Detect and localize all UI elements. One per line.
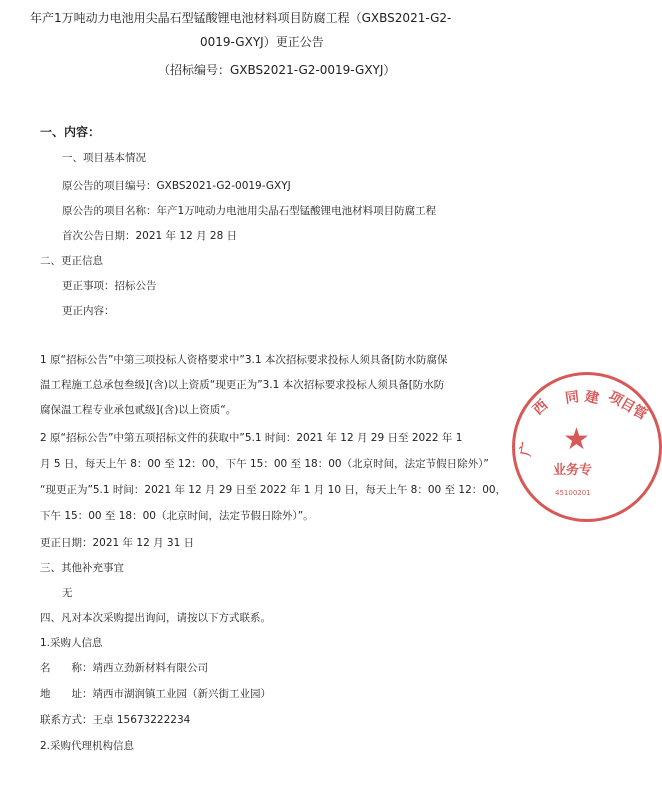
purchaser-address-label: 地 址： — [40, 688, 93, 700]
correction-paragraph-2-line-2: 月 5 日，每天上午 8：00 至 12：00，下午 15：00 至 18：00（北京时间，法定节假日除外）” — [40, 458, 489, 470]
purchaser-address-row — [40, 686, 271, 702]
subheading-contact: 四、凡对本次采购提出询问，请按以下方式联系。 — [40, 612, 271, 624]
purchaser-name-value: 靖西立劲新材料有限公司 — [92, 662, 208, 674]
purchaser-info-heading: 1.采购人信息 — [40, 637, 103, 649]
seal-char-4: 建 — [583, 388, 601, 408]
subheading-other-matters: 三、其他补充事宜 — [40, 562, 124, 574]
seal-char-1: 广 — [517, 440, 537, 458]
correction-paragraph-1-line-2: 温工程施工总承包叁级](含)以上资质“现更正为”3.1 本次招标要求投标人须具备[防水防 — [40, 379, 445, 391]
purchaser-contact: 联系方式：王卓 15673222234 — [40, 714, 191, 726]
seal-top-text: 项目管 — [605, 388, 650, 424]
seal-char-3: 同 — [564, 389, 581, 407]
correction-paragraph-2-line-1: 2 原“招标公告”中第五项招标文件的获取中”5.1 时间：2021 年 12 月 29 日至 2022 年 1 — [40, 432, 463, 444]
correction-paragraph-2-line-3: “现更正为”5.1 时间：2021 年 12 月 29 日至 2022 年 1 月 10 日，每天上午 8：00 至 12：00， — [40, 484, 507, 496]
seal-char-2: 西 — [530, 397, 552, 419]
seal-bottom-text: 业务专 — [553, 463, 593, 478]
original-project-number: 原公告的项目编号：GXBS2021-G2-0019-GXYJ — [62, 180, 291, 192]
correction-item: 更正事项：招标公告 — [62, 280, 157, 292]
first-announcement-date: 首次公告日期：2021 年 12 月 28 日 — [62, 230, 238, 242]
title-line-1: 年产1万吨动力电池用尖晶石型锰酸锂电池材料项目防腐工程（GXBS2021-G2- — [30, 11, 452, 25]
purchaser-name-label: 名 称： — [40, 662, 93, 674]
correction-paragraph-1-line-1: 1 原“招标公告”中第三项投标人资格要求中”3.1 本次招标要求投标人须具备[防水防腐保 — [40, 354, 448, 366]
original-project-name: 原公告的项目名称：年产1万吨动力电池用尖晶石型锰酸锂电池材料项目防腐工程 — [62, 205, 437, 217]
section-heading-content: 一、内容： — [40, 125, 101, 139]
star-icon: ★ — [563, 422, 590, 457]
correction-content-label: 更正内容： — [62, 305, 115, 317]
agency-info-heading: 2.采购代理机构信息 — [40, 740, 135, 752]
purchaser-address-value: 靖西市湖润镇工业园（新兴街工业园） — [92, 688, 271, 700]
other-matters-none: 无 — [62, 587, 73, 599]
correction-paragraph-2-line-4: 下午 15：00 至 18：00（北京时间，法定节假日除外）”。 — [40, 510, 314, 522]
bid-number: （招标编号：GXBS2021-G2-0019-GXYJ） — [158, 63, 396, 77]
title-line-2: 0019-GXYJ）更正公告 — [200, 35, 324, 49]
subheading-correction-info: 二、更正信息 — [40, 255, 103, 267]
official-seal — [512, 372, 662, 522]
subheading-project-info: 一、项目基本情况 — [62, 152, 146, 164]
correction-date: 更正日期：2021 年 12 月 31 日 — [40, 537, 195, 549]
purchaser-name-row — [40, 660, 208, 676]
seal-digits: 45100201 — [555, 489, 591, 497]
correction-paragraph-1-line-3: 腐保温工程专业承包贰级](含)以上资质“。 — [40, 404, 237, 416]
